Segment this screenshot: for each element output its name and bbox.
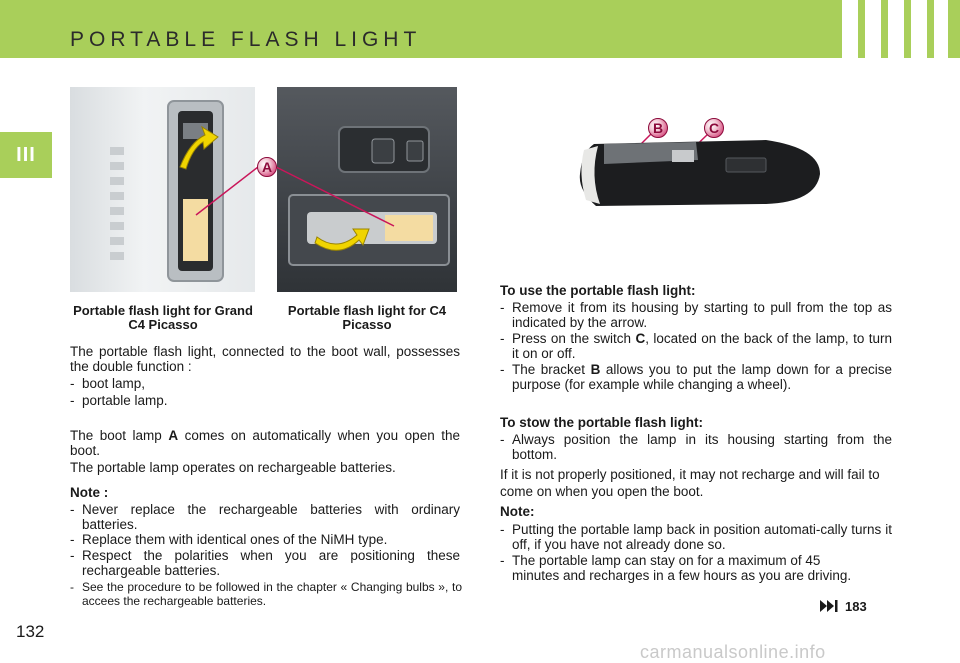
bullet-dash: - (70, 548, 75, 563)
stow-title: To stow the portable flash light: (500, 415, 703, 430)
use-text: Remove it from its housing by starting to pull from the top as indicated by the arrow. (512, 300, 892, 330)
chapter-label: III (16, 144, 36, 166)
note-text: The portable lamp can stay on for a maximum of 45 minutes and recharges in a few hours as you are driving. (512, 553, 852, 583)
bullet-dash: - (70, 502, 75, 517)
function-text: portable lamp. (82, 393, 168, 408)
right-note-item (500, 522, 892, 552)
use-text (512, 331, 892, 361)
left-note-item (70, 532, 460, 548)
caption-grand-c4: Portable flash light for Grand C4 Picasso (73, 303, 253, 332)
note-text: See the procedure to be followed in the chapter « Changing bulbs », to accees the rechargeable batteries. (82, 580, 462, 608)
function-item (70, 376, 460, 392)
note-text: Putting the portable lamp back in position automati-cally turns it off, if you have not already done so. (512, 522, 892, 552)
callout-b: B (648, 118, 668, 138)
function-text: boot lamp, (82, 376, 146, 391)
bullet-dash: - (70, 580, 74, 594)
stow-item (500, 432, 892, 462)
intro-paragraph: The portable flash light, connected to the boot wall, possesses the double function : (70, 344, 460, 374)
bullet-dash: - (70, 393, 75, 408)
note-text: Never replace the rechargeable batteries with ordinary batteries. (82, 502, 460, 532)
page-title: PORTABLE FLASH LIGHT (70, 28, 422, 51)
stow-text: Always position the lamp in its housing starting from the bottom. (512, 432, 892, 462)
page-number: 132 (16, 622, 45, 641)
use-text-pre: The bracket (512, 362, 591, 377)
note-text: Respect the polarities when you are positioning these rechargeable batteries. (82, 548, 460, 578)
bullet-dash: - (70, 376, 75, 391)
boot-lamp-paragraph (70, 428, 460, 458)
boot-lamp-letter: A (168, 428, 179, 443)
note-text: Replace them with identical ones of the NiMH type. (82, 532, 388, 547)
left-note-item (70, 502, 460, 532)
use-text-pre: Press on the switch (512, 331, 636, 346)
bullet-dash: - (500, 300, 505, 315)
battery-paragraph: The portable lamp operates on rechargeable batteries. (70, 460, 396, 475)
page-reference[interactable]: 183 (845, 599, 867, 614)
use-item (500, 362, 892, 408)
use-title: To use the portable flash light: (500, 283, 696, 298)
switch-letter: C (635, 331, 646, 346)
bracket-letter: B (590, 362, 601, 377)
use-text-post: , located on the back of the lamp, to turn it on or off. (512, 331, 892, 361)
use-text (512, 362, 892, 392)
stow-paragraph: If it is not properly positioned, it may not recharge and will fail to come on when you open the boot. (500, 467, 880, 499)
boot-lamp-text-post: comes on automatically when you open the boot. (70, 428, 460, 458)
bullet-dash: - (500, 522, 505, 537)
left-note-title: Note : (70, 485, 109, 500)
watermark: carmanualsonline.info (640, 642, 826, 662)
function-item (70, 393, 460, 409)
callout-a: A (257, 157, 277, 177)
callout-c: C (704, 118, 724, 138)
bullet-dash: - (70, 532, 75, 547)
use-text-post: allows you to put the lamp down for a precise purpose (for example while changing a wheel). (512, 362, 892, 392)
right-note-title: Note: (500, 504, 535, 519)
caption-c4: Portable flash light for C4 Picasso (287, 303, 447, 332)
flash-light-illustration (576, 130, 824, 214)
photo-flash-light (576, 130, 824, 214)
use-item (500, 300, 892, 330)
bullet-dash: - (500, 331, 505, 346)
bullet-dash: - (500, 553, 505, 568)
boot-lamp-text-pre: The boot lamp (70, 428, 169, 443)
use-item (500, 331, 892, 361)
left-note-item (70, 580, 462, 610)
bullet-dash: - (500, 362, 505, 377)
left-note-item (70, 548, 460, 578)
bullet-dash: - (500, 432, 505, 447)
right-note-item (500, 553, 860, 599)
fast-forward-icon (820, 600, 842, 612)
